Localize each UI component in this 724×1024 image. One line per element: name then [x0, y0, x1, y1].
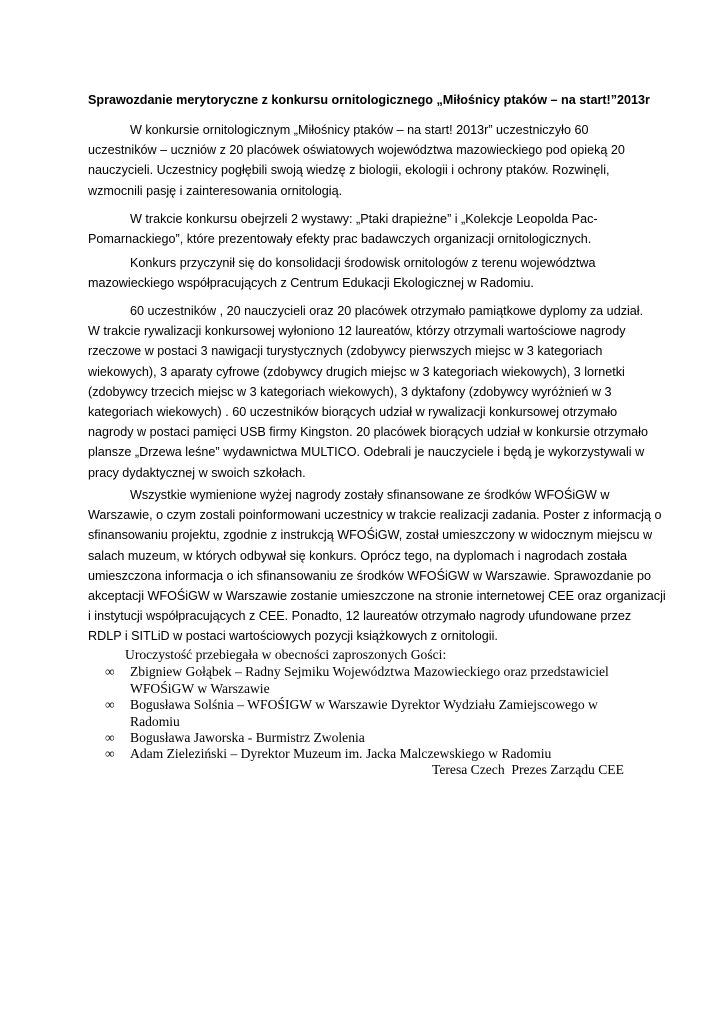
paragraph-line: W trakcie rywalizacji konkursowej wyłoniono 12 laureatów, którzy otrzymali wartościowe nagrody [88, 324, 626, 339]
paragraph-line: rzeczowe w postaci 3 nawigacji turystycznych (zdobywcy pierwszych miejsc w 3 kategoriach [88, 344, 603, 359]
paragraph-line: nagrody w postaci pamięci USB firmy Kingston. 20 placówek biorących udział w konkursie otrzymało [88, 425, 648, 440]
paragraph-line: sfinansowaniu projektu, zgodnie z instrukcją WFOŚiGW, został umieszczony w widocznym miejscu w [88, 528, 653, 543]
guest-line: WFOŚiGW w Warszawie [130, 680, 270, 696]
guest-list-item [105, 730, 665, 746]
paragraph-line: W konkursie ornitologicznym „Miłośnicy ptaków – na start! 2013r” uczestniczyło 60 [130, 123, 589, 137]
paragraph-line: Pomarnackiego”, które prezentowały efekty prac badawczych organizacji ornitologicznych. [88, 232, 592, 247]
guest-list-item [105, 697, 665, 730]
paragraph-line: salach muzeum, w których odbywał się konkurs. Oprócz tego, na dyplomach i nagrodach została [88, 548, 627, 563]
guest-line: Adam Zieleziński – Dyrektor Muzeum im. Jacka Malczewskiego w Radomiu [130, 746, 552, 762]
paragraph-line: plansze „Drzewa leśne” wydawnictwa MULTICO. Odebrali je nauczyciele i będą je wykorzystywali w [88, 445, 645, 460]
paragraph-prizes [88, 301, 648, 483]
infinity-bullet-icon: ∞ [105, 746, 115, 762]
paragraph-line: kategoriach wiekowych) . 60 uczestników biorących udział w rywalizacji konkursowej otrzymało [88, 405, 618, 420]
paragraph-line: mazowieckiego współpracujących z Centrum Edukacji Ekologicznej w Radomiu. [88, 276, 534, 291]
paragraph-line: RDLP i SITLiD w postaci wartościowych pozycji książkowych z ornitologii. [88, 629, 498, 644]
ceremony-section [105, 647, 665, 763]
paragraph-line: uczestników – uczniów z 20 placówek oświatowych województwa mazowieckiego pod opieką 20 [88, 143, 625, 158]
paragraph-participants [88, 120, 641, 201]
paragraph-line: wiekowych), 3 aparaty cyfrowe (zdobywcy drugich miejsc w 3 kategoriach wiekowych), 3 lornetki [88, 364, 625, 379]
paragraph-line: Wszystkie wymienione wyżej nagrody zostały sfinansowane ze środków WFOŚiGW w [130, 488, 610, 502]
guest-list-item [105, 664, 665, 697]
paragraph-line: akceptacji WFOŚiGW w Warszawie zostanie umieszczone na stronie internetowej CEE oraz organizacji [88, 589, 666, 604]
paragraph-line: Warszawie, o czym zostali poinformowani uczestnicy w trakcie realizacji zadania. Poster z informacją o [88, 508, 662, 523]
ceremony-intro: Uroczystość przebiegała w obecności zaproszonych Gości: [125, 647, 447, 662]
paragraph-line: (zdobywcy trzecich miejsc w 3 kategoriach wiekowych), 3 dyktafony (zdobywcy wyróżnień w 3 [88, 384, 612, 399]
infinity-bullet-icon: ∞ [105, 664, 115, 680]
paragraph-line: i instytucji współpracujących z CEE. Ponadto, 12 laureatów otrzymało nagrody ufundowane przez [88, 609, 632, 624]
paragraph-financing [88, 485, 666, 647]
signature: Teresa Czech Prezes Zarządu CEE [432, 762, 624, 777]
paragraph-line: pracy dydaktycznej w swoich szkołach. [88, 465, 306, 480]
guest-list [105, 664, 665, 762]
paragraph-consolidation [88, 253, 641, 293]
report-title: Sprawozdanie merytoryczne z konkursu ornitologicznego „Miłośnicy ptaków – na start!”2013r [88, 93, 650, 107]
paragraph-line: W trakcie konkursu obejrzeli 2 wystawy: „Ptaki drapieżne” i „Kolekcje Leopolda Pac- [130, 212, 598, 226]
paragraph-exhibitions [88, 209, 641, 249]
paragraph-line: wzmocnili pasję i zainteresowania ornitologią. [88, 183, 343, 198]
guest-line: Zbigniew Gołąbek – Radny Sejmiku Województwa Mazowieckiego oraz przedstawiciel [130, 664, 609, 680]
infinity-bullet-icon: ∞ [105, 697, 115, 713]
paragraph-line: Konkurs przyczynił się do konsolidacji środowisk ornitologów z terenu województwa [130, 256, 596, 270]
infinity-bullet-icon: ∞ [105, 730, 115, 746]
guest-list-item [105, 746, 665, 762]
guest-line: Radomiu [130, 713, 180, 729]
guest-line: Bogusława Jaworska - Burmistrz Zwolenia [130, 730, 365, 746]
paragraph-line: umieszczona informacja o ich sfinansowaniu ze środków WFOŚiGW w Warszawie. Sprawozdanie po [88, 568, 651, 583]
paragraph-line: 60 uczestników , 20 nauczycieli oraz 20 placówek otrzymało pamiątkowe dyplomy za udział. [130, 304, 644, 318]
guest-line: Bogusława Solśnia – WFOŚIGW w Warszawie Dyrektor Wydziału Zamiejscowego w [130, 697, 598, 713]
paragraph-line: nauczycieli. Uczestnicy pogłębili swoją wiedzę z biologii, ekologii i ochrony ptaków. Rozwinęli, [88, 163, 610, 178]
